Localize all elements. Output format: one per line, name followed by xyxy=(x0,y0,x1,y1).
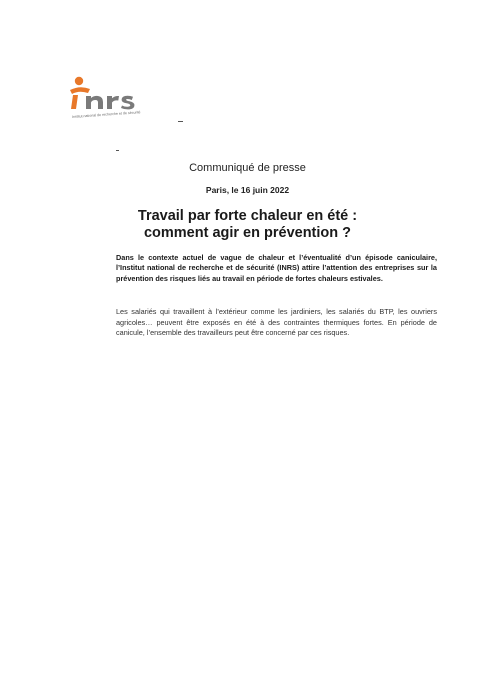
decorative-dash xyxy=(116,150,119,151)
document-type: Communiqué de presse xyxy=(189,162,306,174)
dateline: Paris, le 16 juin 2022 xyxy=(205,185,290,195)
title-line-2: comment agir en prévention ? xyxy=(143,225,352,241)
inrs-logo xyxy=(66,74,186,124)
body-paragraph: Les salariés qui travaillent à l’extérieur comme les jardiniers, les salariés du BTP, les ouvriers agricoles… peuvent être exposés en été à des contraintes thermiques fortes. En période de canicule, l’ensemble des travailleurs peut être concerné par ces risques. xyxy=(116,307,437,338)
svg-text:Institut national de recherche: Institut national de recherche et de sécurité xyxy=(71,110,141,119)
title-line-1: Travail par forte chaleur en été : xyxy=(137,208,358,224)
lead-paragraph: Dans le contexte actuel de vague de chaleur et l’éventualité d’un épisode caniculaire, l’Institut national de recherche et de sécurité (INRS) attire l’attention des entreprises sur la prévention des risques liés au travail en période de fortes chaleurs estivales. xyxy=(116,253,437,283)
decorative-dash xyxy=(178,121,183,122)
page-title xyxy=(0,208,495,242)
